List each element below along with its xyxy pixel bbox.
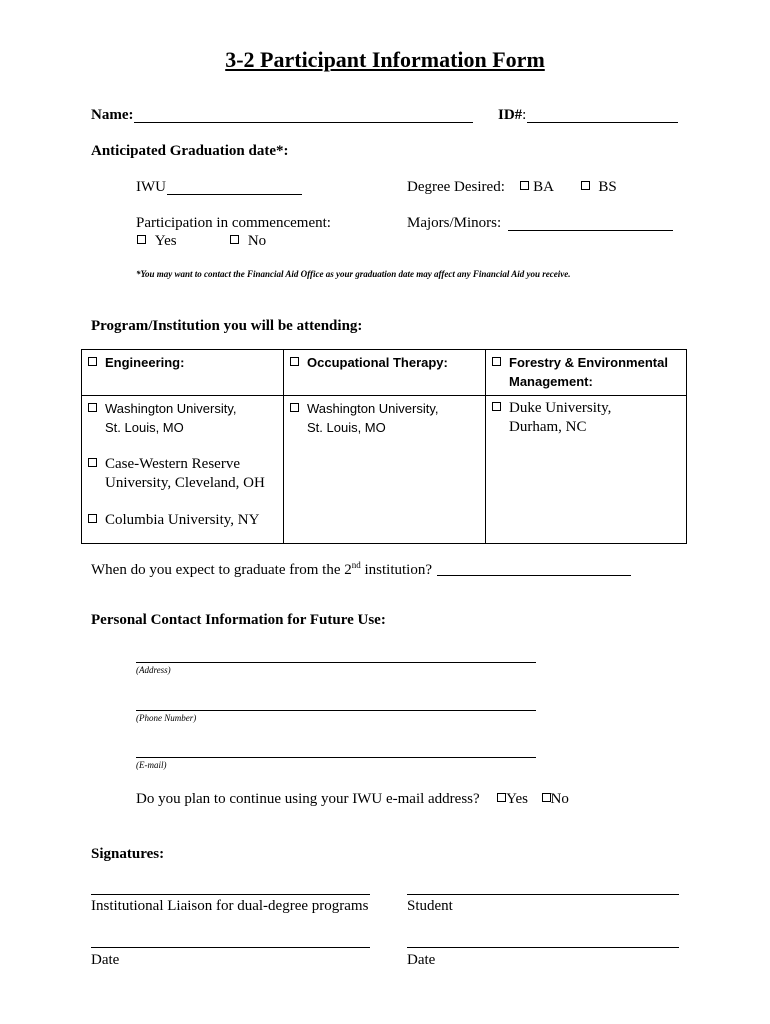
commencement-no-checkbox[interactable] xyxy=(230,235,239,244)
second-institution-date-field[interactable] xyxy=(437,575,631,576)
degree-label: Degree Desired: xyxy=(407,179,505,195)
duke-checkbox[interactable] xyxy=(492,402,501,411)
case-western-location: University, Cleveland, OH xyxy=(105,475,265,491)
email-no-checkbox[interactable] xyxy=(542,793,551,802)
majors-field[interactable] xyxy=(508,230,673,231)
list-item xyxy=(88,399,277,418)
page-title: 3-2 Participant Information Form xyxy=(225,47,545,72)
second-institution-question: When do you expect to graduate from the 2nd institution? xyxy=(91,560,432,578)
student-date-label: Date xyxy=(407,952,436,968)
liaison-date-line[interactable] xyxy=(91,947,370,948)
signatures-label: Signatures: xyxy=(91,846,165,862)
list-item xyxy=(88,511,277,530)
email-yes-label: Yes xyxy=(506,791,528,807)
duke-name: Duke University, xyxy=(509,400,612,416)
wustl-ot-location: St. Louis, MO xyxy=(307,420,386,435)
program-table-header-row xyxy=(82,350,687,396)
forestry-options xyxy=(486,396,687,544)
student-label: Student xyxy=(407,898,453,914)
engineering-checkbox[interactable] xyxy=(88,357,97,366)
columbia-checkbox[interactable] xyxy=(88,514,97,523)
email-yes-checkbox[interactable] xyxy=(497,793,506,802)
grad-date-label: Anticipated Graduation date*: xyxy=(91,143,289,159)
liaison-signature-line[interactable] xyxy=(91,894,370,895)
iwu-date-field[interactable] xyxy=(167,194,302,195)
case-western-name: Case-Western Reserve xyxy=(105,456,240,472)
wustl-ot-checkbox[interactable] xyxy=(290,403,299,412)
student-signature-line[interactable] xyxy=(407,894,679,895)
email-question-text: Do you plan to continue using your IWU e-mail address? xyxy=(136,791,480,807)
liaison-date-label: Date xyxy=(91,952,120,968)
bs-checkbox[interactable] xyxy=(581,181,590,190)
case-western-checkbox[interactable] xyxy=(88,458,97,467)
phone-caption: (Phone Number) xyxy=(136,713,197,723)
list-item xyxy=(290,399,479,418)
program-label: Program/Institution you will be attending: xyxy=(91,318,363,334)
engineering-options xyxy=(82,396,284,544)
occupational-therapy-options xyxy=(284,396,486,544)
forestry-checkbox[interactable] xyxy=(492,357,501,366)
list-item xyxy=(88,455,277,474)
program-table xyxy=(81,349,687,544)
address-caption: (Address) xyxy=(136,665,171,675)
duke-location: Durham, NC xyxy=(509,419,587,435)
wustl-engineering-checkbox[interactable] xyxy=(88,403,97,412)
commencement-yes-checkbox[interactable] xyxy=(137,235,146,244)
majors-label: Majors/Minors: xyxy=(407,215,502,231)
phone-field[interactable] xyxy=(136,710,536,711)
liaison-label: Institutional Liaison for dual-degree programs xyxy=(91,898,369,914)
wustl-ot-name: Washington University, xyxy=(307,401,439,416)
engineering-header xyxy=(82,350,284,396)
email-question xyxy=(136,791,569,808)
forestry-label-line1: Forestry & Environmental xyxy=(509,355,668,370)
id-label: ID#: xyxy=(498,107,527,123)
financial-aid-note: *You may want to contact the Financial Aid Office as your graduation date may affect any Financial Aid you receive. xyxy=(136,269,571,279)
list-item xyxy=(492,399,680,418)
wustl-engineering-name: Washington University, xyxy=(105,401,237,416)
program-table-body-row xyxy=(82,396,687,544)
email-no-label: No xyxy=(550,791,569,807)
commencement-no-label: No xyxy=(247,233,267,249)
commencement-yes-label: Yes xyxy=(154,233,177,249)
columbia-name: Columbia University, NY xyxy=(105,512,260,528)
degree-desired xyxy=(407,179,617,196)
occupational-therapy-label: Occupational Therapy: xyxy=(307,355,448,370)
id-field[interactable] xyxy=(527,122,678,123)
name-field[interactable] xyxy=(134,122,473,123)
name-label: Name: xyxy=(91,107,134,123)
address-field[interactable] xyxy=(136,662,536,663)
ba-checkbox[interactable] xyxy=(520,181,529,190)
bs-label: BS xyxy=(598,179,617,195)
ba-label: BA xyxy=(533,179,554,195)
student-date-line[interactable] xyxy=(407,947,679,948)
contact-label: Personal Contact Information for Future Use: xyxy=(91,612,386,628)
commencement-options xyxy=(137,233,266,250)
commencement-label: Participation in commencement: xyxy=(136,215,331,231)
wustl-engineering-location: St. Louis, MO xyxy=(105,420,184,435)
forestry-label-line2: Management: xyxy=(509,374,593,389)
engineering-label: Engineering: xyxy=(105,355,185,370)
occupational-therapy-checkbox[interactable] xyxy=(290,357,299,366)
email-field[interactable] xyxy=(136,757,536,758)
forestry-header xyxy=(486,350,687,396)
occupational-therapy-header xyxy=(284,350,486,396)
email-caption: (E-mail) xyxy=(136,760,167,770)
iwu-label: IWU xyxy=(136,179,166,195)
